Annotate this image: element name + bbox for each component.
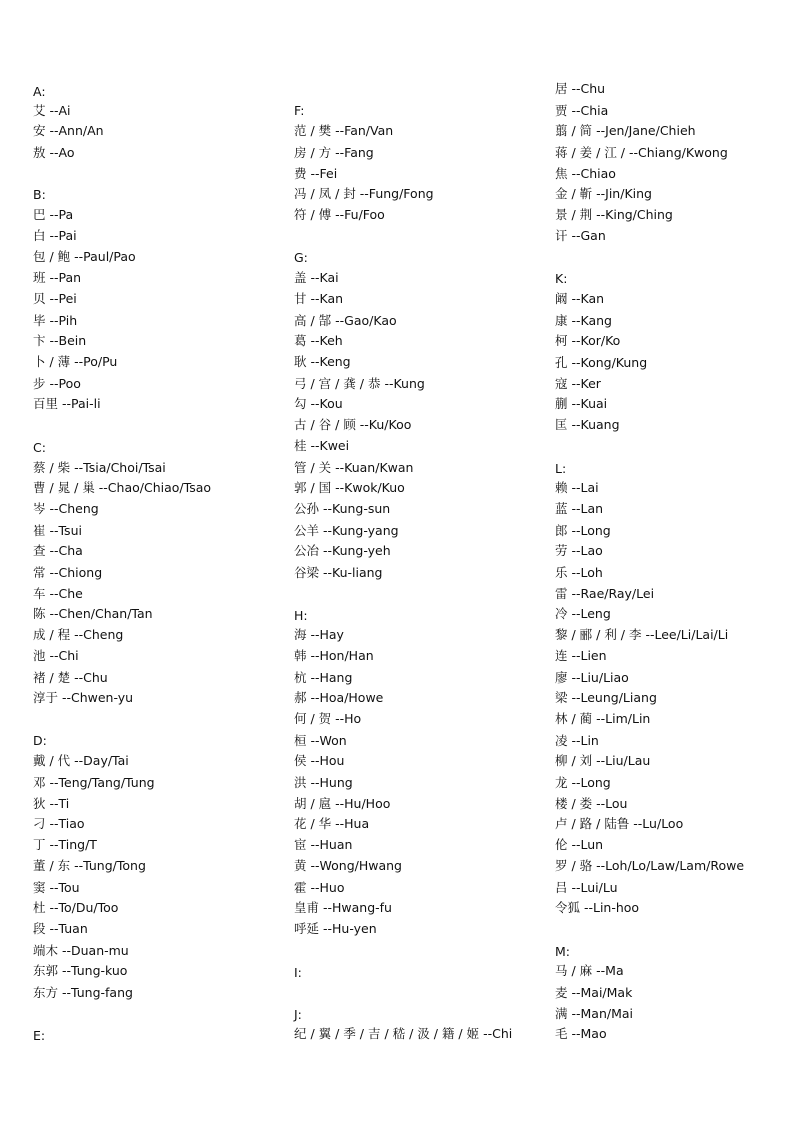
surname-entry: 皇甫 --Hwang-fu xyxy=(294,900,392,915)
surname-entry: 巴 --Pa xyxy=(33,207,74,222)
surname-entry: 白 --Pai xyxy=(33,228,77,243)
surname-entry: 敖 --Ao xyxy=(33,145,75,160)
surname-entry: 弓 / 宫 / 龚 / 恭 --Kung xyxy=(294,376,425,391)
surname-entry: 曹 / 晁 / 巢 --Chao/Chiao/Tsao xyxy=(33,480,212,495)
section-heading: H: xyxy=(294,608,308,623)
surname-entry: 冷 --Leng xyxy=(555,606,611,621)
surname-entry: 廖 --Liu/Liao xyxy=(555,670,629,685)
surname-entry: 韩 --Hon/Han xyxy=(294,648,374,663)
surname-entry: 范 / 樊 --Fan/Van xyxy=(294,123,394,138)
section-heading: D: xyxy=(33,733,47,748)
surname-entry: 甘 --Kan xyxy=(294,291,344,306)
surname-entry: 杭 --Hang xyxy=(294,670,353,685)
surname-entry: 马 / 麻 --Ma xyxy=(555,963,624,978)
section-heading: K: xyxy=(555,271,568,286)
surname-entry: 雷 --Rae/Ray/Lei xyxy=(555,586,655,601)
surname-entry: 班 --Pan xyxy=(33,270,82,285)
surname-entry: 公羊 --Kung-yang xyxy=(294,523,399,538)
surname-entry: 公孙 --Kung-sun xyxy=(294,501,391,516)
section-heading: B: xyxy=(33,187,46,202)
surname-entry: 包 / 鲍 --Paul/Pao xyxy=(33,249,136,264)
surname-entry: 呼延 --Hu-yen xyxy=(294,921,377,936)
section-heading: C: xyxy=(33,440,46,455)
surname-entry: 崔 --Tsui xyxy=(33,523,82,538)
surname-entry: 艾 --Ai xyxy=(33,103,71,118)
section-heading: J: xyxy=(294,1007,302,1022)
surname-entry: 柯 --Kor/Ko xyxy=(555,333,621,348)
surname-entry: 狄 --Ti xyxy=(33,796,70,811)
surname-entry: 罗 / 骆 --Loh/Lo/Law/Lam/Rowe xyxy=(555,858,745,873)
surname-entry: 东郭 --Tung-kuo xyxy=(33,963,128,978)
surname-entry: 蒯 --Kuai xyxy=(555,396,608,411)
surname-entry: 葛 --Keh xyxy=(294,333,343,348)
surname-entry: 常 --Chiong xyxy=(33,565,103,580)
surname-entry: 景 / 荆 --King/Ching xyxy=(555,207,673,222)
surname-entry: 寇 --Ker xyxy=(555,376,601,391)
surname-entry: 淳于 --Chwen-yu xyxy=(33,690,134,705)
surname-entry: 房 / 方 --Fang xyxy=(294,145,374,160)
surname-entry: 霍 --Huo xyxy=(294,880,345,895)
surname-entry: 蓝 --Lan xyxy=(555,501,604,516)
section-heading: M: xyxy=(555,944,570,959)
surname-entry: 凌 --Lin xyxy=(555,733,599,748)
surname-entry: 高 / 郜 --Gao/Kao xyxy=(294,313,397,328)
surname-entry: 公冶 --Kung-yeh xyxy=(294,543,391,558)
surname-entry: 桂 --Kwei xyxy=(294,438,350,453)
surname-entry: 管 / 关 --Kuan/Kwan xyxy=(294,460,414,475)
surname-entry: 黄 --Wong/Hwang xyxy=(294,858,402,873)
surname-entry: 卜 / 薄 --Po/Pu xyxy=(33,354,118,369)
surname-entry: 满 --Man/Mai xyxy=(555,1006,633,1021)
surname-entry: 孔 --Kong/Kung xyxy=(555,355,648,370)
surname-entry: 卞 --Bein xyxy=(33,333,87,348)
surname-entry: 连 --Lien xyxy=(555,648,607,663)
surname-entry: 盖 --Kai xyxy=(294,270,339,285)
surname-entry: 洪 --Hung xyxy=(294,775,353,790)
surname-entry: 宦 --Huan xyxy=(294,837,353,852)
surname-entry: 黎 / 郦 / 利 / 李 --Lee/Li/Lai/Li xyxy=(555,627,729,642)
section-heading: A: xyxy=(33,84,46,99)
surname-entry: 段 --Tuan xyxy=(33,921,88,936)
surname-entry: 乐 --Loh xyxy=(555,565,603,580)
surname-entry: 何 / 贺 --Ho xyxy=(294,711,362,726)
surname-entry: 董 / 东 --Tung/Tong xyxy=(33,858,146,873)
surname-entry: 谷梁 --Ku-liang xyxy=(294,565,383,580)
surname-entry: 翦 / 简 --Jen/Jane/Chieh xyxy=(555,123,696,138)
surname-entry: 丁 --Ting/T xyxy=(33,837,97,852)
surname-entry: 胡 / 扈 --Hu/Hoo xyxy=(294,796,391,811)
surname-entry: 阚 --Kan xyxy=(555,291,605,306)
surname-entry: 端木 --Duan-mu xyxy=(33,943,129,958)
surname-entry: 古 / 谷 / 顾 --Ku/Koo xyxy=(294,417,412,432)
surname-entry: 楼 / 娄 --Lou xyxy=(555,796,628,811)
section-heading: I: xyxy=(294,965,302,980)
surname-entry: 金 / 靳 --Jin/King xyxy=(555,186,652,201)
surname-entry: 蒋 / 姜 / 江 / --Chiang/Kwong xyxy=(555,145,728,160)
surname-entry: 侯 --Hou xyxy=(294,753,345,768)
surname-entry: 杜 --To/Du/Too xyxy=(33,900,119,915)
surname-entry: 龙 --Long xyxy=(555,775,611,790)
section-heading: E: xyxy=(33,1028,46,1043)
section-heading: L: xyxy=(555,461,567,476)
section-heading: F: xyxy=(294,103,305,118)
surname-entry: 郭 / 国 --Kwok/Kuo xyxy=(294,480,405,495)
surname-entry: 池 --Chi xyxy=(33,648,79,663)
surname-entry: 勾 --Kou xyxy=(294,396,343,411)
surname-entry: 岑 --Cheng xyxy=(33,501,99,516)
surname-entry: 纪 / 翼 / 季 / 吉 / 嵇 / 汲 / 籍 / 姬 --Chi xyxy=(294,1026,513,1041)
surname-entry: 查 --Cha xyxy=(33,543,83,558)
surname-entry: 毕 --Pih xyxy=(33,313,78,328)
surname-entry: 郎 --Long xyxy=(555,523,611,538)
surname-entry: 冯 / 凤 / 封 --Fung/Fong xyxy=(294,186,434,201)
surname-entry: 耿 --Keng xyxy=(294,354,351,369)
surname-entry: 褚 / 楚 --Chu xyxy=(33,670,108,685)
surname-entry: 吕 --Lui/Lu xyxy=(555,880,618,895)
section-heading: G: xyxy=(294,250,308,265)
surname-entry: 海 --Hay xyxy=(294,627,344,642)
surname-entry: 花 / 华 --Hua xyxy=(294,816,370,831)
surname-entry: 东方 --Tung-fang xyxy=(33,985,133,1000)
surname-entry: 刁 --Tiao xyxy=(33,816,85,831)
surname-entry: 劳 --Lao xyxy=(555,543,603,558)
surname-entry: 焦 --Chiao xyxy=(555,166,616,181)
surname-entry: 林 / 蔺 --Lim/Lin xyxy=(555,711,651,726)
surname-entry: 百里 --Pai-li xyxy=(33,396,101,411)
surname-entry: 陈 --Chen/Chan/Tan xyxy=(33,606,153,621)
surname-entry: 匡 --Kuang xyxy=(555,417,620,432)
surname-entry: 安 --Ann/An xyxy=(33,123,104,138)
surname-entry: 车 --Che xyxy=(33,586,83,601)
surname-entry: 康 --Kang xyxy=(555,313,612,328)
surname-entry: 卢 / 路 / 陆鲁 --Lu/Loo xyxy=(555,816,684,831)
surname-entry: 令狐 --Lin-hoo xyxy=(555,900,640,915)
surname-entry: 郝 --Hoa/Howe xyxy=(294,690,384,705)
surname-entry: 邓 --Teng/Tang/Tung xyxy=(33,775,155,790)
surname-entry: 蔡 / 柴 --Tsia/Choi/Tsai xyxy=(33,460,166,475)
surname-entry: 桓 --Won xyxy=(294,733,347,748)
surname-entry: 贾 --Chia xyxy=(555,103,609,118)
surname-entry: 讦 --Gan xyxy=(555,228,606,243)
surname-entry: 贝 --Pei xyxy=(33,291,77,306)
surname-entry: 伦 --Lun xyxy=(555,837,604,852)
surname-entry: 戴 / 代 --Day/Tai xyxy=(33,753,129,768)
surname-entry: 居 --Chu xyxy=(555,81,606,96)
surname-entry: 柳 / 刘 --Liu/Lau xyxy=(555,753,651,768)
surname-entry: 成 / 程 --Cheng xyxy=(33,627,124,642)
surname-entry: 赖 --Lai xyxy=(555,480,599,495)
surname-entry: 步 --Poo xyxy=(33,376,81,391)
surname-entry: 符 / 傅 --Fu/Foo xyxy=(294,207,385,222)
surname-entry: 麦 --Mai/Mak xyxy=(555,985,633,1000)
surname-entry: 费 --Fei xyxy=(294,166,338,181)
surname-entry: 梁 --Leung/Liang xyxy=(555,690,657,705)
surname-entry: 窦 --Tou xyxy=(33,880,80,895)
surname-entry: 毛 --Mao xyxy=(555,1026,607,1041)
